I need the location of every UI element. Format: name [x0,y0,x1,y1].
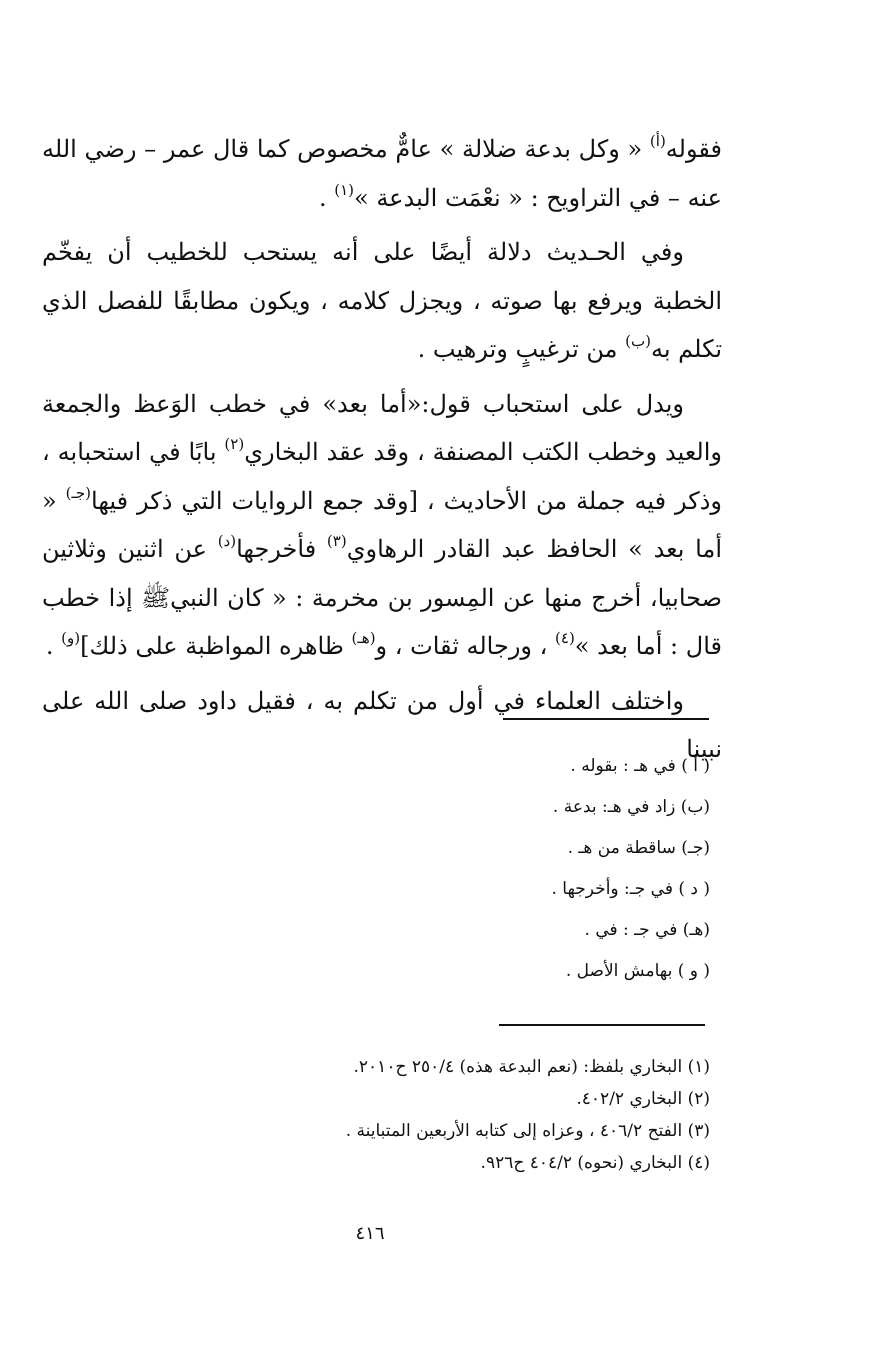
footnote-marker: (٢) [224,435,245,453]
source-footnote: (٣) الفتح ٤٠٦/٢ ، وعزاه إلى كتابه الأربعين المتباينة . [345,1121,710,1141]
footnote-marker: (جـ) [65,483,92,502]
text-run: فأخرجها [236,535,327,563]
variant-note: ( أ ) في هـ : بقوله . [570,756,710,776]
footnote-marker: (د) [217,532,237,550]
paragraph [42,380,722,671]
main-text-body [42,125,722,774]
text-run: من ترغيبٍ وترهيب . [417,335,626,363]
footnote-divider [503,718,709,720]
footnote-marker: (ب) [625,332,651,350]
text-run: واختلف العلماء في أول من تكلم به ، فقيل داود صلى الله على نبينا [42,686,722,763]
footnote-marker: (١) [334,180,354,199]
text-run: . [45,632,62,660]
footnote-divider [499,1024,705,1026]
source-footnote: (١) البخاري بلفظ: (نعم البدعة هذه) ٢٥٠/٤ ح٢٠١٠. [353,1057,710,1077]
variant-note: ( د ) في جـ: وأخرجها . [551,879,710,899]
variant-note: (جـ) ساقطة من هـ . [567,838,710,858]
text-run: . [318,183,335,212]
text-run: وفي الحـديث دلالة أيضًا على أنه يستحب للخطيب أن يفخّم الخطبة ويرفع بها صوته ، ويجزل كلامه ، ويكون مطابقًا للفصل الذي تكلم به [42,238,722,363]
paragraph [42,125,722,222]
source-footnotes [200,1051,710,1179]
footnote-marker: (و) [61,629,81,647]
paragraph [42,228,722,374]
variant-note: (ب) زاد في هـ: بدعة . [552,797,710,817]
text-run: ويدل على استحباب قول:«أما بعد» في خطب الوَعظ والجمعة والعيد وخطب الكتب المصنفة ، وقد عقد البخاري [42,389,722,466]
source-footnote: (٤) البخاري (نحوه) ٤٠٤/٢ ح٩٢٦. [480,1153,710,1173]
text-run: « وكل بدعة ضلالة » عامٌّ مخصوص كما قال عمر – رضي الله عنه – في التراويح : « نعْمَت البدعة » [42,135,722,212]
text-run: عن اثنين وثلاثين صحابيا، أخرج منها عن المِسور بن مخرمة : « كان النبيﷺ إذا خطب قال : أما بعد » [42,535,722,660]
text-run: بابًا في استحبابه ، وذكر فيه جملة من الأحاديث ، [وقد جمع الروايات التي ذكر فيها [42,438,723,515]
footnote-marker: (هـ) [351,629,376,647]
manuscript-variant-notes [200,746,710,992]
text-run: فقوله [665,135,722,163]
text-run: ، ورجاله ثقات ، و [375,632,556,660]
footnote-marker: (أ) [649,132,666,150]
page-number: ٤١٦ [355,1223,385,1244]
text-run: ظاهره المواظبة على ذلك] [80,632,352,660]
footnote-marker: (٤) [555,629,575,647]
footnote-marker: (٣) [326,532,347,550]
variant-note: (هـ) في جـ : في . [584,920,710,940]
variant-note: ( و ) بهامش الأصل . [565,961,710,981]
source-footnote: (٢) البخاري ٤٠٢/٢. [576,1089,710,1109]
text-run: « أما بعد » الحافظ عبد القادر الرهاوي [42,486,723,563]
